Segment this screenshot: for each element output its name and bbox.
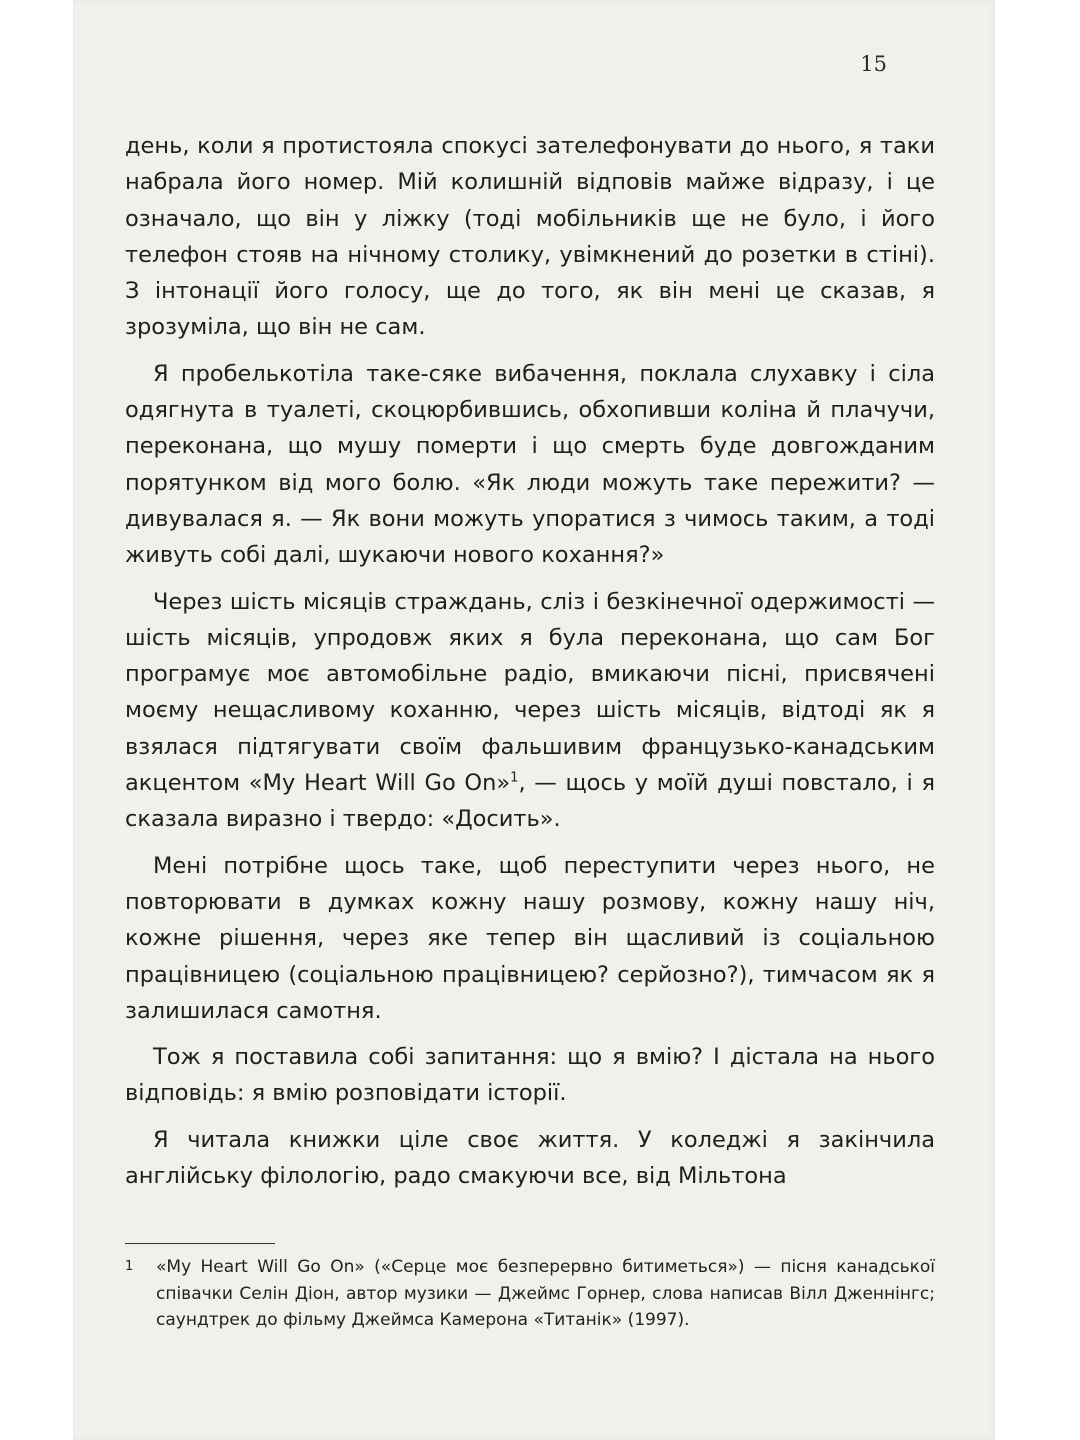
paragraph: Тож я поставила собі запитання: що я вмію? І дістала на нього відповідь: я вмію розповідати історії.	[125, 1044, 935, 1107]
paragraph: Я читала книжки ціле своє життя. У коледжі я закінчила англійську філологію, радо смакуючи все, від Мільтона	[125, 1126, 935, 1190]
footnote-divider	[125, 1243, 275, 1244]
page-number: 15	[860, 52, 887, 76]
paragraph: день, коли я протистояла спокусі зателефонувати до нього, я таки набрала його номер. Мій колишній відповів майже відразу, і це означало, що він у ліжку (тоді мобільників ще не було, і його телефон стояв на нічному столику, увімкнений до розетки в стіні). З інтонації його голосу, ще до того, як він мені це сказав, я зрозуміла, що він не сам.	[125, 133, 935, 341]
body-text	[125, 128, 935, 1204]
paragraph-text: , — щось у моїй душі повстало, і я сказала виразно і твердо: «Досить».	[125, 770, 935, 833]
paragraph-text: Через шість місяців страждань, сліз і безкінечної одержимості — шість місяців, упродовж яких я була переконана, що сам Бог програмує моє автомобільне радіо, вмикаючи пісні, присвячені моєму нещасливому коханню, через шість місяців, відтоді як я взялася підтягувати своїм фальшивим французько-канадським акцентом «My Heart Will Go On»	[125, 588, 935, 797]
book-page	[73, 0, 995, 1440]
footnote	[125, 1254, 935, 1334]
footnote-reference[interactable]: 1	[510, 770, 519, 786]
paragraph	[125, 584, 935, 838]
footnote-marker: 1	[125, 1259, 134, 1274]
paragraph: Я пробелькотіла таке-сяке вибачення, поклала слухавку і сіла одягнута в туалеті, скоцюрбившись, обхопивши коліна й плачучи, переконана, що мушу померти і що смерть буде довгожданим порятунком від мого болю. «Як люди можуть таке пережити? — дивувалася я. — Як вони можуть упоратися з чимось таким, а тоді живуть собі далі, шукаючи нового кохання?»	[125, 360, 935, 569]
paragraph: Мені потрібне щось таке, щоб переступити через нього, не повторювати в думках кожну нашу розмову, кожну нашу ніч, кожне рішення, через яке тепер він щасливий із соціальною працівницею (соціальною працівницею? серйозно?), тимчасом як я залишилася самотня.	[125, 852, 935, 1024]
footnote-text: «My Heart Will Go On» («Серце моє безперервно битиметься») — пісня канадської співачки Селін Діон, автор музики — Джеймс Горнер, слова написав Вілл Дженнінгс; саундтрек до фільму Джеймса Камерона «Титанік» (1997).	[156, 1257, 935, 1330]
